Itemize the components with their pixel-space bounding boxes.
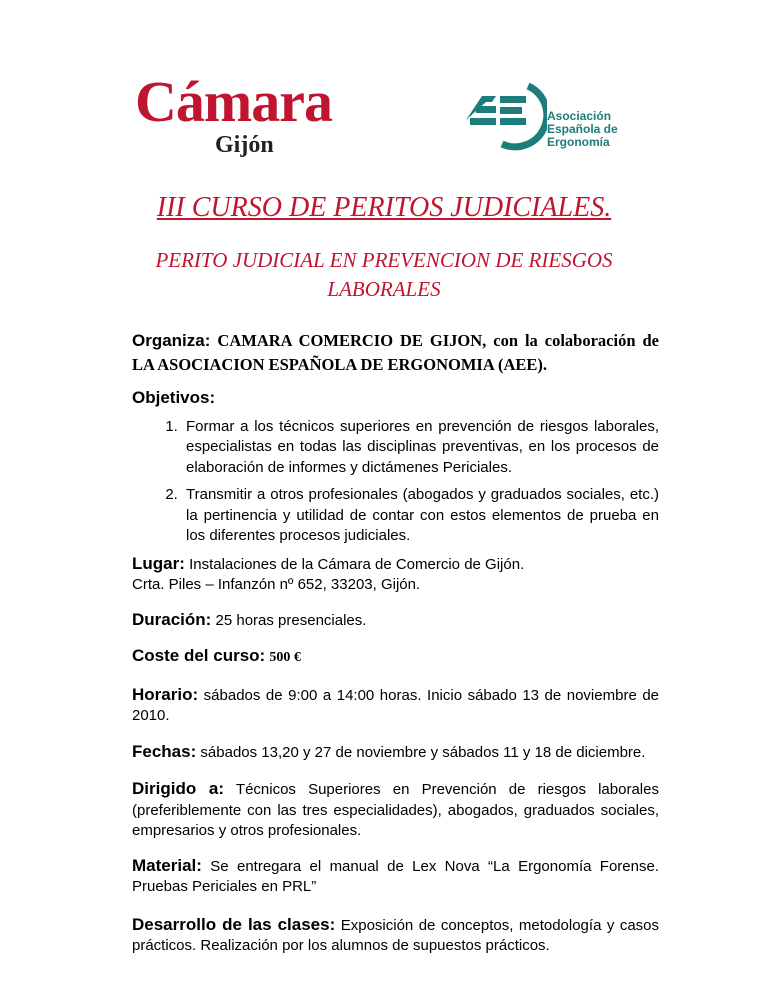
lugar-address: Crta. Piles – Infanzón nº 652, 33203, Gijón.	[132, 576, 421, 593]
organiza-label: Organiza:	[132, 331, 211, 350]
objetivos-label: Objetivos:	[132, 388, 216, 407]
camara-logo-wordmark: Cámara	[135, 69, 332, 134]
objetivo-item: 1. Formar a los técnicos superiores en prevención de riesgos laborales, especialistas en todas las disciplinas preventivas, en los procesos de elaboración de informes y dictámenes Periciales.	[182, 417, 659, 479]
dirigido-section	[132, 779, 659, 842]
fechas-section	[132, 742, 659, 764]
course-details	[132, 329, 659, 957]
material-text: Se entregara el manual de Lex Nova “La Ergonomía Forense. Pruebas Periciales en PRL”	[132, 857, 659, 895]
coste-text: 500 €	[269, 650, 301, 665]
duracion-section	[132, 610, 659, 632]
aee-line3: Ergonomía	[547, 135, 610, 149]
material-label: Material:	[132, 855, 202, 875]
lugar-section	[132, 554, 659, 596]
fechas-text: sábados 13,20 y 27 de noviembre y sábados 11 y 18 de diciembre.	[200, 743, 646, 761]
material-section	[132, 856, 659, 898]
desarrollo-section	[132, 915, 659, 957]
aee-line1: Asociación	[547, 109, 612, 123]
objetivo-item: 2. Transmitir a otros profesionales (abogados y graduados sociales, etc.) la pertinencia y utilidad de contar con estos elementos de prueba en los diferentes procesos judiciales.	[182, 485, 659, 547]
camara-logo-city: Gijón	[215, 132, 274, 158]
aee-line2: Española de	[547, 122, 618, 136]
camara-gijon-logo	[135, 69, 360, 158]
aee-logo	[462, 82, 672, 152]
dirigido-text: Técnicos Superiores en Prevención de riesgos laborales (preferiblemente con las tres especialidades), abogados, graduados sociales, empresarios y otros profesionales.	[132, 781, 659, 839]
duracion-text: 25 horas presenciales.	[215, 611, 367, 629]
horario-section	[132, 685, 659, 727]
objetivos-section	[132, 388, 659, 547]
horario-label: Horario:	[132, 684, 199, 704]
duracion-label: Duración:	[132, 609, 212, 629]
lugar-label: Lugar:	[132, 553, 185, 573]
desarrollo-label: Desarrollo de las clases:	[132, 914, 336, 934]
desarrollo-text: Exposición de conceptos, metodología y casos prácticos. Realización por los alumnos de supuestos prácticos.	[132, 916, 660, 954]
fechas-label: Fechas:	[132, 741, 197, 761]
horario-text: sábados de 9:00 a 14:00 horas. Inicio sábado 13 de noviembre de 2010.	[132, 686, 659, 724]
coste-label: Coste del curso:	[132, 646, 266, 665]
dirigido-label: Dirigido a:	[132, 779, 225, 798]
aee-mark-icon	[462, 82, 547, 152]
lugar-text: Instalaciones de la Cámara de Comercio de Gijón.	[189, 555, 525, 573]
organiza-section	[132, 329, 659, 377]
organiza-text: CAMARA COMERCIO DE GIJON, con la colaboración de LA ASOCIACION ESPAÑOLA DE ERGONOMIA (AEE).	[132, 331, 659, 374]
page-title: III CURSO DE PERITOS JUDICIALES.	[156, 192, 612, 223]
page-subtitle: PERITO JUDICIAL EN PREVENCION DE RIESGOS LABORALES	[155, 248, 613, 301]
coste-section	[132, 646, 659, 669]
